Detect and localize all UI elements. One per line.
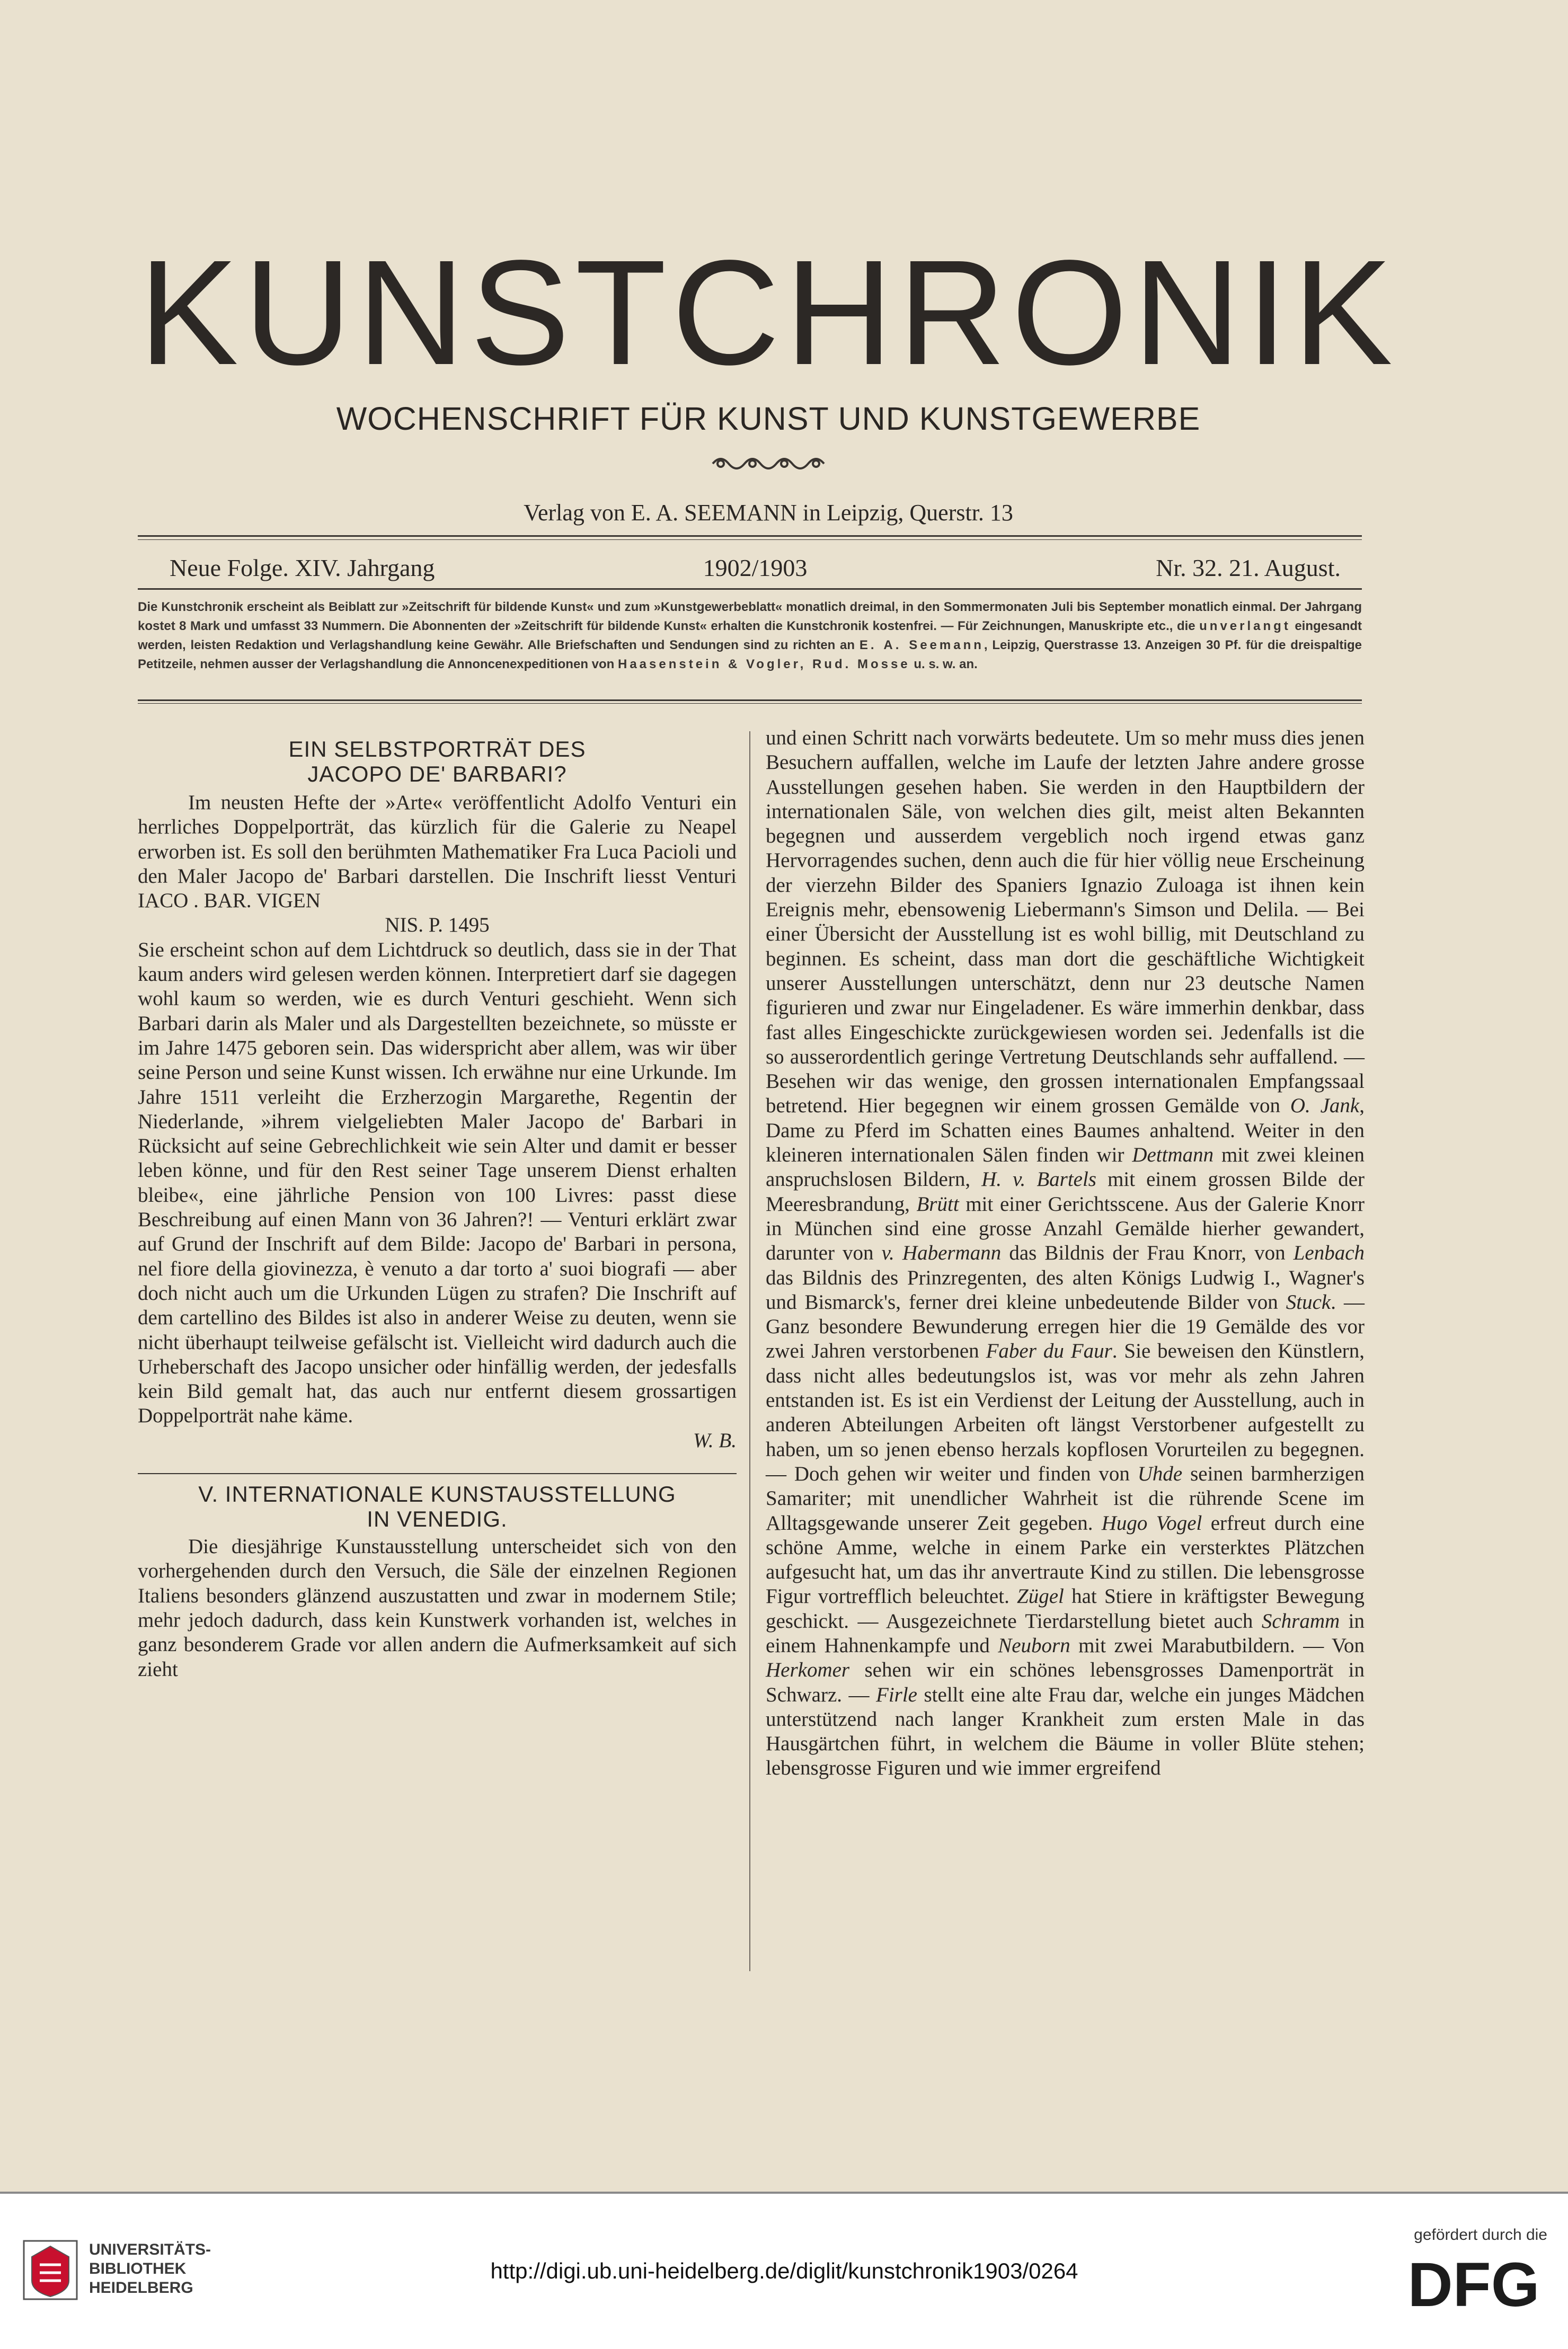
digitization-footer [0,2192,1568,2349]
issue-series: Neue Folge. XIV. Jahrgang [170,554,435,581]
inscription-line: NIS. P. 1495 [385,914,490,937]
notice-text: u. s. w. an. [914,657,978,671]
library-name-line: UNIVERSITÄTS- [89,2241,211,2258]
artist-name: O. Jank [1290,1094,1360,1118]
artist-name: Hugo Vogel [1101,1511,1202,1535]
text-run: in einem Hahnenkampfe und [766,1609,1365,1657]
artist-name: Neuborn [998,1634,1070,1657]
library-name-line: BIBLIOTHEK [89,2260,187,2277]
source-url-link[interactable]: http://digi.ub.uni-heidelberg.de/diglit/kunstchronik1903/0264 [490,2258,1078,2283]
header-rule-top-thin [138,539,1362,540]
artist-name: Schramm [1261,1609,1340,1633]
text-run: hat Stiere in kräftigster Bewegung geschickt. — Ausgezeichnete Tierdarstellung bietet auch [766,1585,1365,1633]
text-run: , Dame zu Pferd im Schatten eines Baumes anhaltend. Weiter in den kleineren internationalen Sälen finden wir [766,1094,1365,1167]
masthead-title: KUNSTCHRONIK [138,229,1398,396]
text-run: das Bildnis der Frau Knorr, von [1009,1242,1286,1265]
text-run: und einen Schritt nach vorwärts bedeutete. Um so mehr muss dies jenen Besuchern auffallen, welche im Laufe der letzten Jahre andere grosse Ausstellungen gesehen haben. Sie werden in den Hauptbildern der internationalen Säle, von welchen dies gilt, meist alten Bekannten begegnen und ausserdem vergeblich noch irgend etwas ganz Hervorragendes suchen, denn auch die für hier völlig neue Erscheinung der vierzehn Bilder des Spaniers Ignazio Zuloaga ist ihnen kein Ereignis mehr, ebensowenig Liebermann's Simson und Delila. — Bei einer Übersicht der Ausstellung ist es wohl billig, mit Deutschland zu beginnen. Es scheint, dass man dort die geschäftliche Wichtigkeit unserer Ausstellungen unterschätzt, denn nur 23 deutsche Namen figurieren und zwar nur Eingeladener. Es wäre immerhin denkbar, dass fast alles Eingeschickte zurückgewiesen worden sei. Jedenfalls ist die so ausserordentlich geringe Vertretung Deutschlands sehr auffallend. — Besehen wir das wenige, den grossen internationalen Empfangssaal betretend. Hier begegnen wir einem grossen Gemälde von [766,726,1365,1118]
article-heading: JACOPO DE' BARBARI? [307,761,567,786]
notice-emphasis-seemann: E. A. Seemann [859,638,984,652]
text-run: sehen wir ein schönes lebensgrosses Damenporträt in Schwarz. — [766,1659,1365,1706]
artist-name: Herkomer [766,1659,850,1682]
header-rule-bottom-thin [138,703,1362,704]
issue-line [170,551,1341,585]
header-rule-bottom [138,699,1362,701]
library-name [89,2240,248,2298]
article-separator [138,1473,737,1474]
text-run: mit einem grossen Bilde der Meeresbrandung, [766,1168,1365,1216]
issue-years: 1902/1903 [703,554,808,581]
right-column [766,726,1365,1781]
subscription-notice [138,598,1362,674]
notice-emphasis-unverlangt: unverlangt [1199,619,1291,633]
artist-name: Firle [876,1683,917,1706]
text-run: . — Ganz besondere Bewunderung erregen hier die 19 Gemälde des vor zwei Jahren verstorbenen [766,1290,1365,1363]
column-divider [749,731,750,1971]
artist-name: Lenbach [1293,1242,1365,1265]
article-signature: W. B. [693,1429,737,1452]
ornament-icon [702,453,835,474]
text-run: mit zwei Marabutbildern. — Von [1078,1634,1365,1657]
dfg-logo-icon [1399,2253,1548,2316]
notice-text: Die Kunstchronik erscheint als Beiblatt zur »Zeitschrift für bildende Kunst« und zum »Kunstgewerbeblatt« monatlich dreimal, in den Sommermonaten Juli bis September monatlich einmal. Der Jahrgang kostet 8 Mark und umfasst 33 Nummern. Die Abonnenten der »Zeitschrift für bildende Kunst« erhalten die Kunstchronik kostenfrei. — Für Zeichnungen, Manuskripte etc., die [138,600,1362,633]
notice-text: eingesandt werden, leisten Redaktion und Verlagshandlung keine Gewähr. Alle Briefschaften und Sendungen sind zu richten an [138,619,1362,652]
library-name-line: HEIDELBERG [89,2279,193,2297]
artist-name: H. v. Bartels [981,1168,1096,1191]
article-heading: EIN SELBSTPORTRÄT DES [288,737,586,761]
article-paragraph: Die diesjährige Kunstausstellung unterscheidet sich von den vorhergehenden durch den Versuch, die Säle der einzelnen Regionen Italiens besonders glänzend auszustatten und zwar in modernem Stile; mehr jedoch dadurch, dass kein Kunstwerk vorhanden ist, welches in ganz besonderem Grade vor allen andern die Aufmerksamkeit auf sich zieht [138,1535,737,1681]
article-paragraph: Sie erscheint schon auf dem Lichtdruck so deutlich, dass sie in der That kaum anders wird gelesen werden können. Interpretiert darf sie dagegen wohl kaum so werden, wie es durch Venturi geschieht. Wenn sich Barbari darin als Maler und als Dargestellten bezeichnete, so müsste er im Jahre 1475 geboren sein. Das widerspricht aber allem, was wir über seine Person und seine Kunst wissen. Ich erwähne nur eine Urkunde. Im Jahre 1511 verleiht die Erzherzogin Margarethe, Regentin der Niederlande, »ihrem vielgeliebten Maler Jacopo de' Barbari in Rücksicht auf seine Gebrechlichkeit wie sein Alter und damit er besser leben könne, und für den Rest seiner Tage unserem Dienst erhalten bleibe«, eine jährliche Pension von 100 Livres: passt diese Beschreibung auf einen Mann von 36 Jahren?! — Venturi erklärt zwar auf Grund der Inschrift auf dem Bilde: Jacopo de' Barbari in persona, nel fiore della giovinezza, è venuto a dar torto a' suoi biografi — aber doch nicht auch um die Urkunden Lügen zu strafen? Die Inschrift auf dem cartellino des Bildes ist also in anderer Weise zu deuten, wenn sie nicht überhaupt teilweise gefälscht ist. Vielleicht wird dadurch auch die Urheberschaft des Jacopo unsicher oder hinfällig werden, der jedesfalls kein Bild gemalt hat, das auch nur entfernt diesem grossartigen Doppelporträt nahe käme. [138,938,737,1428]
article-continuation [766,726,1365,1781]
left-column [138,726,737,1682]
header-rule-top [138,535,1362,537]
university-seal-icon [21,2238,79,2302]
artist-name: Uhde [1137,1462,1183,1485]
footer-divider [0,2192,1568,2194]
masthead-subtitle: WOCHENSCHRIFT FÜR KUNST UND KUNSTGEWERBE [336,401,1201,437]
header-rule-middle [138,588,1362,590]
notice-text: , Leipzig, Querstrasse 13. Anzeigen 30 Pf. für die dreispaltige Petitzeile, nehmen ausser der Verlagshandlung die Annoncenexpeditionen von [138,638,1362,671]
text-run: . Sie beweisen den Künstlern, dass nicht alles bedeutungslos ist, was vor mehr als zehn Jahren entstanden ist. Es ist ein Verdienst der Leitung der Ausstellung, auch in anderen Abteilungen Arbeiten oft längst Verstorbener aufgestellt zu haben, um so jenen ebenso herzals kopflosen Vorurteilen zu begegnen. — Doch gehen wir weiter und finden von [766,1340,1365,1485]
artist-name: v. Habermann [881,1242,1002,1265]
text-run: mit einer Gerichtsscene. Aus der Galerie Knorr in München sind eine grosse Anzahl Gemälde hierher gewandert, darunter von [766,1192,1365,1265]
issue-number: Nr. 32. 21. August. [1156,554,1341,581]
text-run: erfreut durch eine schöne Amme, welche in einem Parke ein versterktes Plätzchen aufgesucht hat, um das ihr anvertraute Kind zu stillen. Die lebensgrosse Figur vortrefflich beleuchtet. [766,1511,1365,1608]
text-run: seinen barmherzigen Samariter; mit unendlicher Wahrheit ist die rührende Scene im Alltagsgewande unserer Zeit gegeben. [766,1462,1365,1535]
notice-emphasis-agencies: Haasenstein & Vogler, Rud. Mosse [617,657,910,671]
article-heading: V. INTERNATIONALE KUNSTAUSSTELLUNG [198,1482,676,1507]
artist-name: Zügel [1017,1585,1064,1608]
artist-name: Brütt [916,1192,959,1216]
dfg-logo-text: DFG [1407,2253,1540,2316]
artist-name: Faber du Faur [986,1340,1112,1363]
text-run: mit zwei kleinen anspruchslosen Bildern, [766,1144,1365,1191]
funded-by-label: gefördert durch die [1414,2226,1547,2244]
text-run: stellt eine alte Frau dar, welche ein junges Mädchen unterstützend nach langer Krankheit zum ersten Male in das Hausgärtchen führt, in welchem die Bäume in voller Blüte stehen; lebensgrosse Figuren und wie immer ergreifend [766,1683,1365,1780]
text-run: das Bildnis des Prinzregenten, des alten Königs Ludwig I., Wagner's und Bismarck's, ferner drei kleine unbedeutende Bilder von [766,1266,1365,1314]
article-heading: IN VENEDIG. [367,1506,508,1532]
artist-name: Stuck [1286,1290,1331,1314]
publisher-line: Verlag von E. A. SEEMANN in Leipzig, Querstr. 13 [524,500,1013,526]
article-paragraph: Im neusten Hefte der »Arte« veröffentlicht Adolfo Venturi ein herrliches Doppelporträt, das kürzlich für die Galerie zu Neapel erworben ist. Es soll den berühmten Mathematiker Fra Luca Pacioli und den Maler Jacopo de' Barbari darstellen. Die Inschrift liesst Venturi IACO . BAR. VIGEN [138,791,737,912]
artist-name: Dettmann [1132,1144,1214,1167]
